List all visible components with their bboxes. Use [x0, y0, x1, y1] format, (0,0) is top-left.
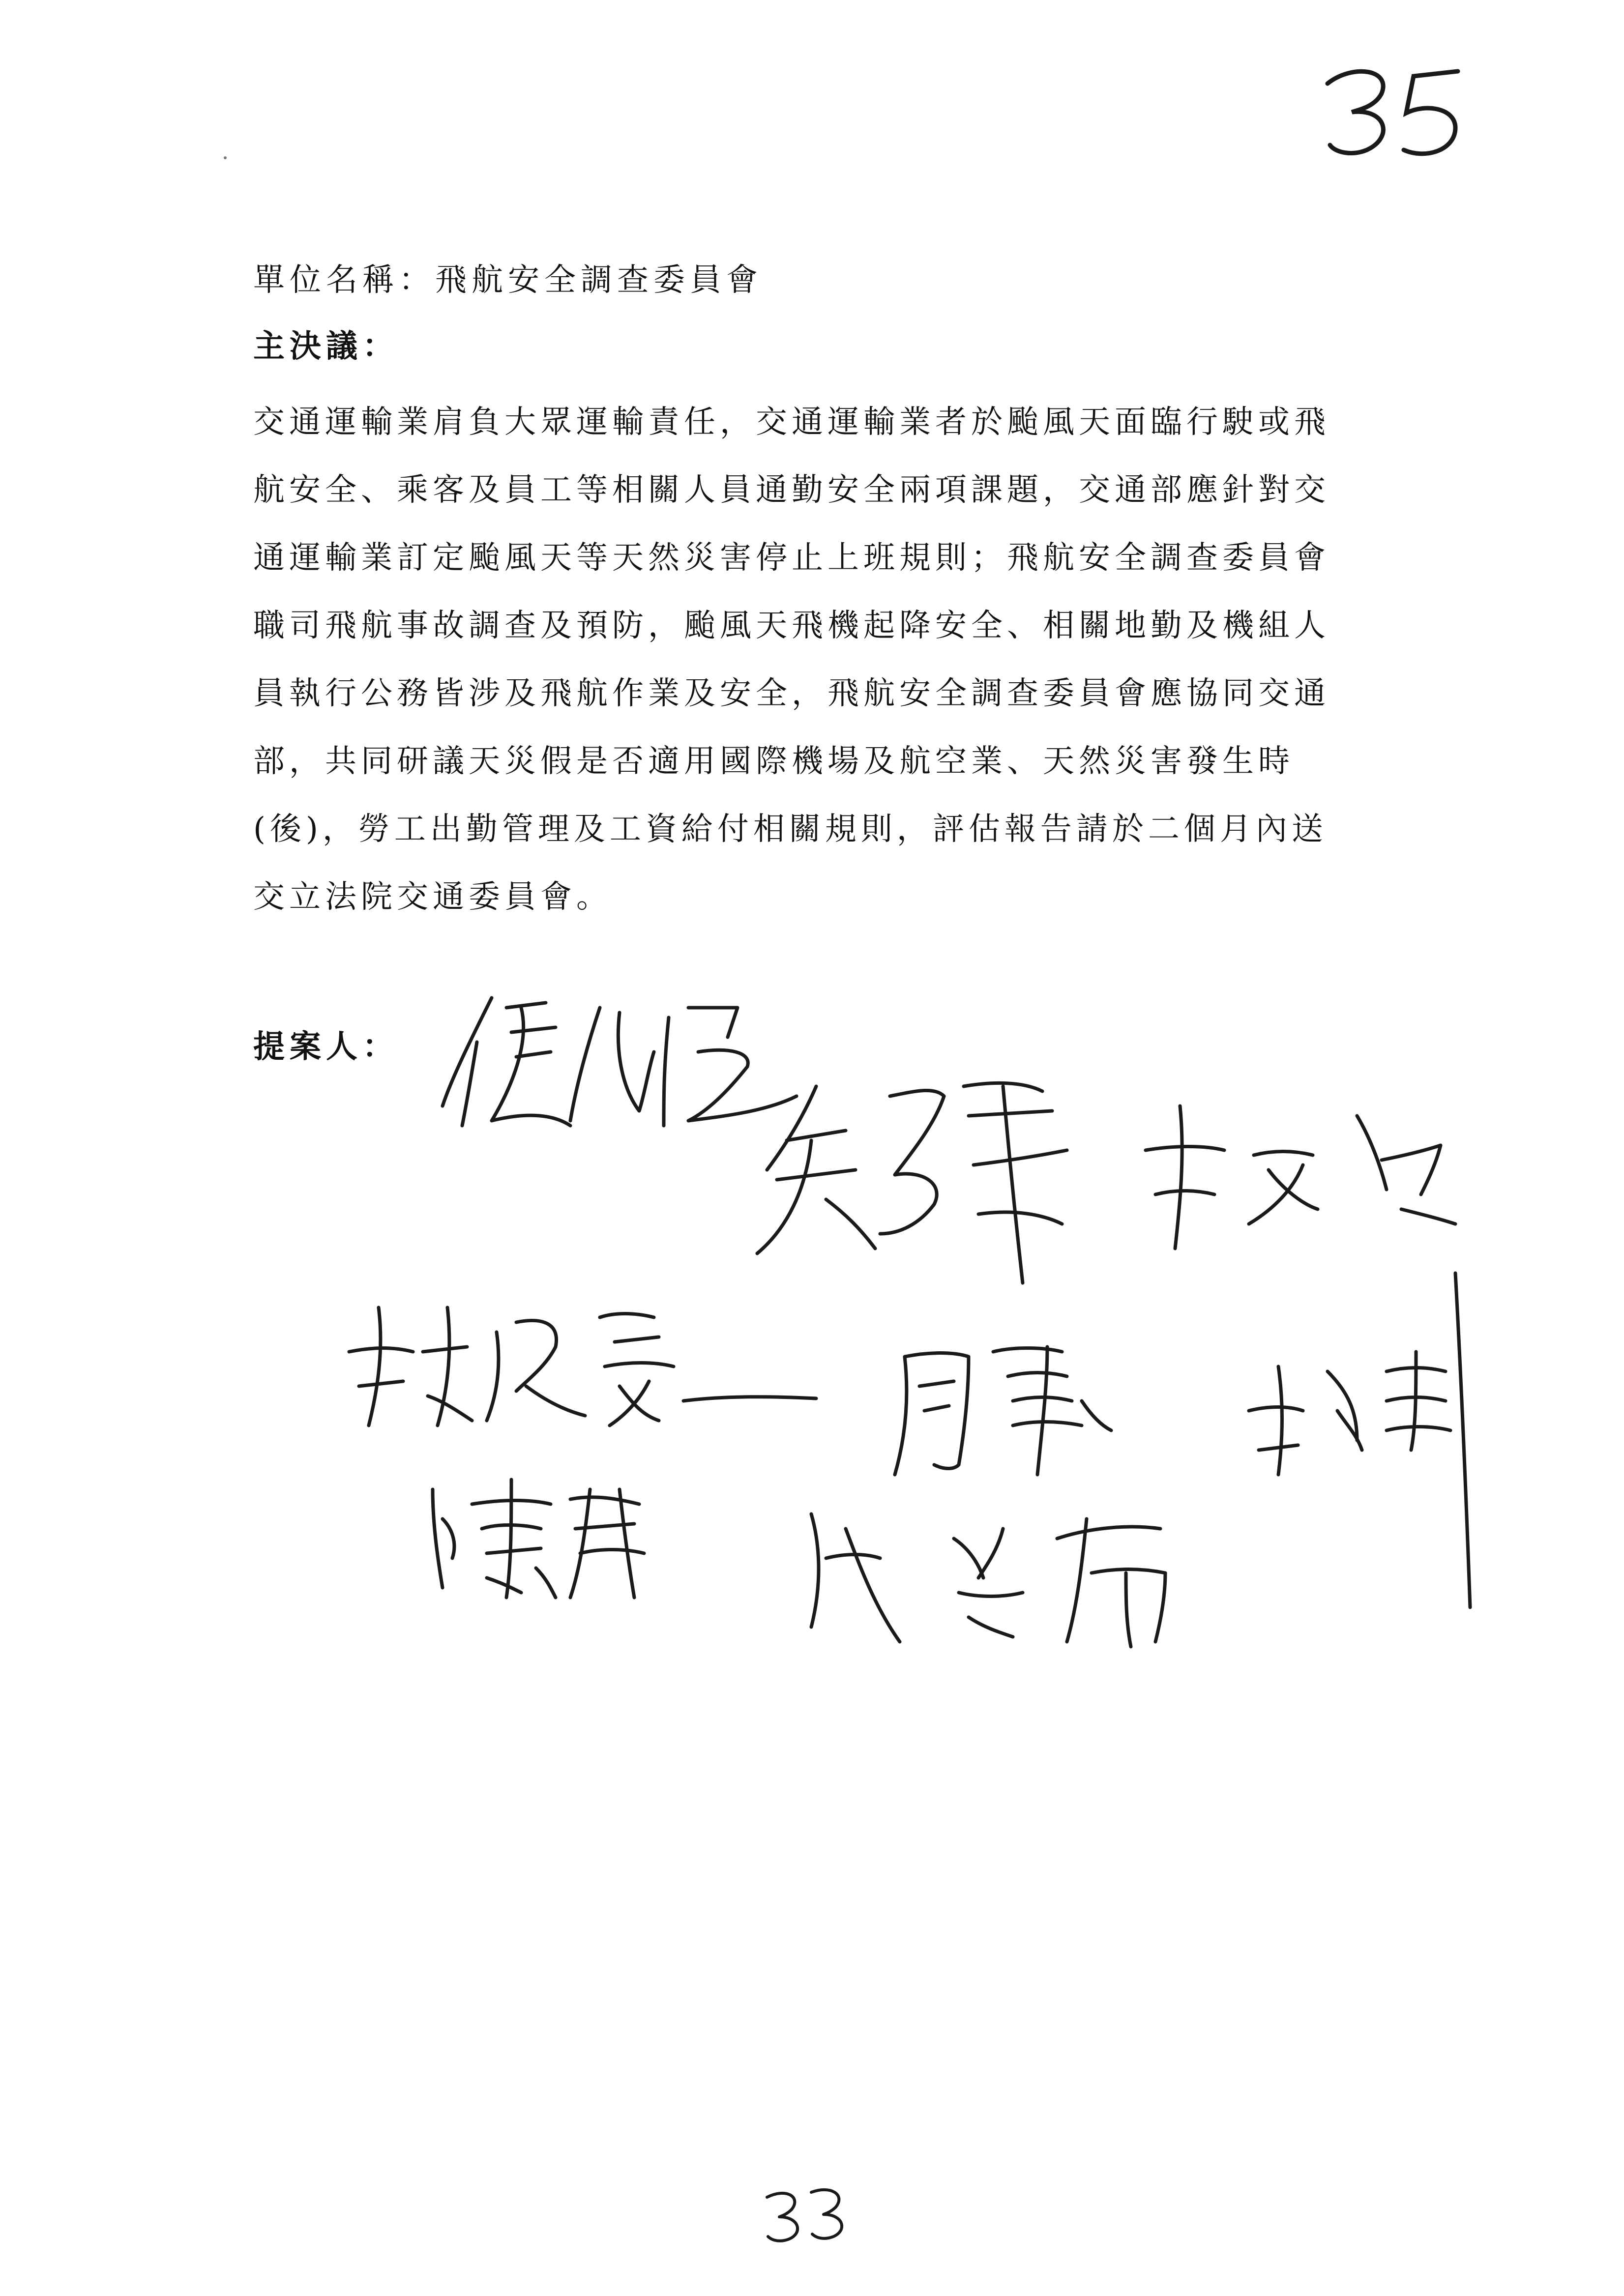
- resolution-line: 員執行公務皆涉及飛航作業及安全，飛航安全調查委員會應協同交通: [253, 675, 1330, 712]
- resolution-heading: 主決議：: [253, 328, 399, 365]
- proposers-label: 提案人：: [253, 1028, 399, 1065]
- resolution-line: 職司飛航事故調查及預防，颱風天飛機起降安全、相關地勤及機組人: [253, 608, 1330, 644]
- resolution-body: [253, 388, 1423, 931]
- resolution-line: 交立法院交通委員會。: [253, 879, 612, 915]
- signature-5: [885, 1327, 1121, 1484]
- resolution-line: 通運輸業訂定颱風天等天然災害停止上班規則；飛航安全調查委員會: [253, 540, 1330, 576]
- unit-line: [253, 256, 763, 305]
- handwritten-page-number: [1308, 54, 1475, 167]
- unit-name: 飛航安全調查委員會: [435, 262, 763, 298]
- unit-label: 單位名稱：: [253, 262, 435, 298]
- signature-4: [339, 1288, 821, 1445]
- resolution-line: 航安全、乘客及員工等相關人員通勤安全兩項課題，交通部應針對交: [253, 472, 1330, 508]
- resolution-line: (後)，勞工出勤管理及工資給付相關規則，評估報告請於二個月內送: [253, 811, 1328, 847]
- signature-8: [792, 1499, 1195, 1652]
- resolution-line: 交通運輸業肩負大眾運輸責任，交通運輸業者於颱風天面臨行駛或飛: [253, 404, 1330, 440]
- scan-speck: [224, 156, 227, 159]
- signature-6: [1239, 1263, 1505, 1617]
- signature-3: [1126, 1096, 1470, 1258]
- signature-1: [433, 978, 806, 1140]
- signature-7: [413, 1460, 669, 1607]
- resolution-line: 部，共同研議天災假是否適用國際機場及航空業、天然災害發生時: [253, 743, 1294, 780]
- footer-page-number: [757, 2182, 856, 2246]
- signature-2: [747, 1067, 1082, 1303]
